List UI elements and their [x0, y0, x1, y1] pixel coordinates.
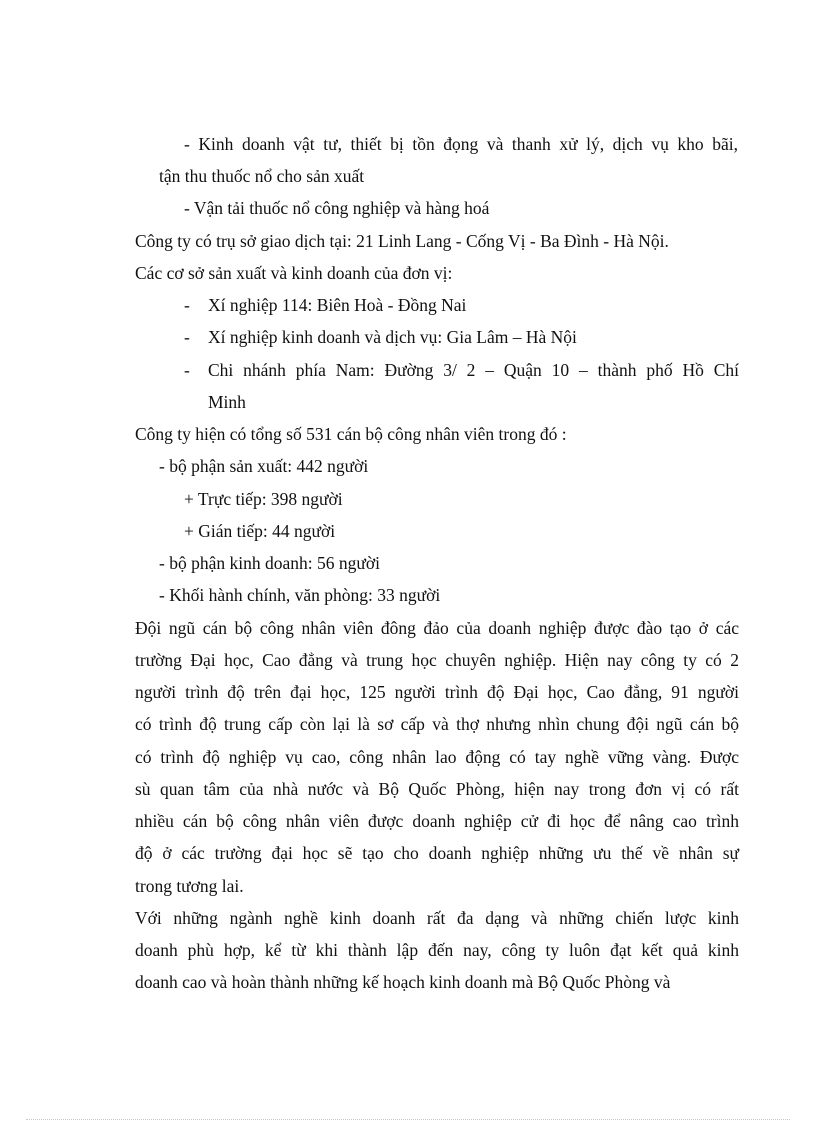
list-item: Xí nghiệp kinh doanh và dịch vụ: Gia Lâm – Hà Nội [208, 327, 577, 347]
paragraph-line: nhiều cán bộ công nhân viên được doanh nghiệp cử đi học để nâng cao trình [135, 811, 739, 831]
footer-divider [26, 1119, 790, 1120]
paragraph-line: người trình độ trên đại học, 125 người trình độ Đại học, Cao đẳng, 91 người [135, 682, 739, 702]
text-line: tận thu thuốc nổ cho sản xuất [159, 166, 365, 186]
list-item: Xí nghiệp 114: Biên Hoà - Đồng Nai [208, 295, 467, 315]
text-line: - bộ phận kinh doanh: 56 người [159, 553, 380, 573]
text-line: Công ty có trụ sở giao dịch tại: 21 Linh Lang - Cống Vị - Ba Đình - Hà Nội. [135, 231, 669, 251]
paragraph-line: sù quan tâm của nhà nước và Bộ Quốc Phòng, hiện nay trong đơn vị có rất [135, 779, 739, 799]
text-line: Công ty hiện có tổng số 531 cán bộ công nhân viên trong đó : [135, 424, 567, 444]
text-line: - bộ phận sản xuất: 442 người [159, 456, 369, 476]
list-item: Chi nhánh phía Nam: Đường 3/ 2 – Quận 10 – thành phố Hồ Chí [208, 360, 739, 380]
list-bullet: - [184, 295, 190, 315]
paragraph-line: có trình độ nghiệp vụ cao, công nhân lao động có tay nghề vững vàng. Được [135, 747, 739, 767]
paragraph-line: có trình độ trung cấp còn lại là sơ cấp và thợ nhưng nhìn chung đội ngũ cán bộ [135, 714, 739, 734]
paragraph-line: Với những ngành nghề kinh doanh rất đa dạng và những chiến lược kinh [135, 908, 739, 928]
text-line: Các cơ sở sản xuất và kinh doanh của đơn vị: [135, 263, 453, 283]
text-line: + Trực tiếp: 398 người [184, 489, 343, 509]
text-line: - Khối hành chính, văn phòng: 33 người [159, 585, 441, 605]
text-line: - Vận tải thuốc nổ công nghiệp và hàng hoá [184, 198, 490, 218]
list-bullet: - [184, 327, 190, 347]
paragraph-line: doanh cao và hoàn thành những kế hoạch kinh doanh mà Bộ Quốc Phòng và [135, 972, 671, 992]
paragraph-line: độ ở các trường đại học sẽ tạo cho doanh nghiệp những ưu thế về nhân sự [135, 843, 739, 863]
text-line: + Gián tiếp: 44 người [184, 521, 336, 541]
text-line: - Kinh doanh vật tư, thiết bị tồn đọng và thanh xử lý, dịch vụ kho bãi, [184, 134, 738, 154]
list-item-continuation: Minh [208, 392, 246, 412]
paragraph-line: trong tương lai. [135, 876, 244, 896]
paragraph-line: doanh phù hợp, kể từ khi thành lập đến nay, công ty luôn đạt kết quả kinh [135, 940, 739, 960]
paragraph-line: Đội ngũ cán bộ công nhân viên đông đảo của doanh nghiệp được đào tạo ở các [135, 618, 739, 638]
paragraph-line: trường Đại học, Cao đẳng và trung học chuyên nghiệp. Hiện nay công ty có 2 [135, 650, 739, 670]
list-bullet: - [184, 360, 190, 380]
